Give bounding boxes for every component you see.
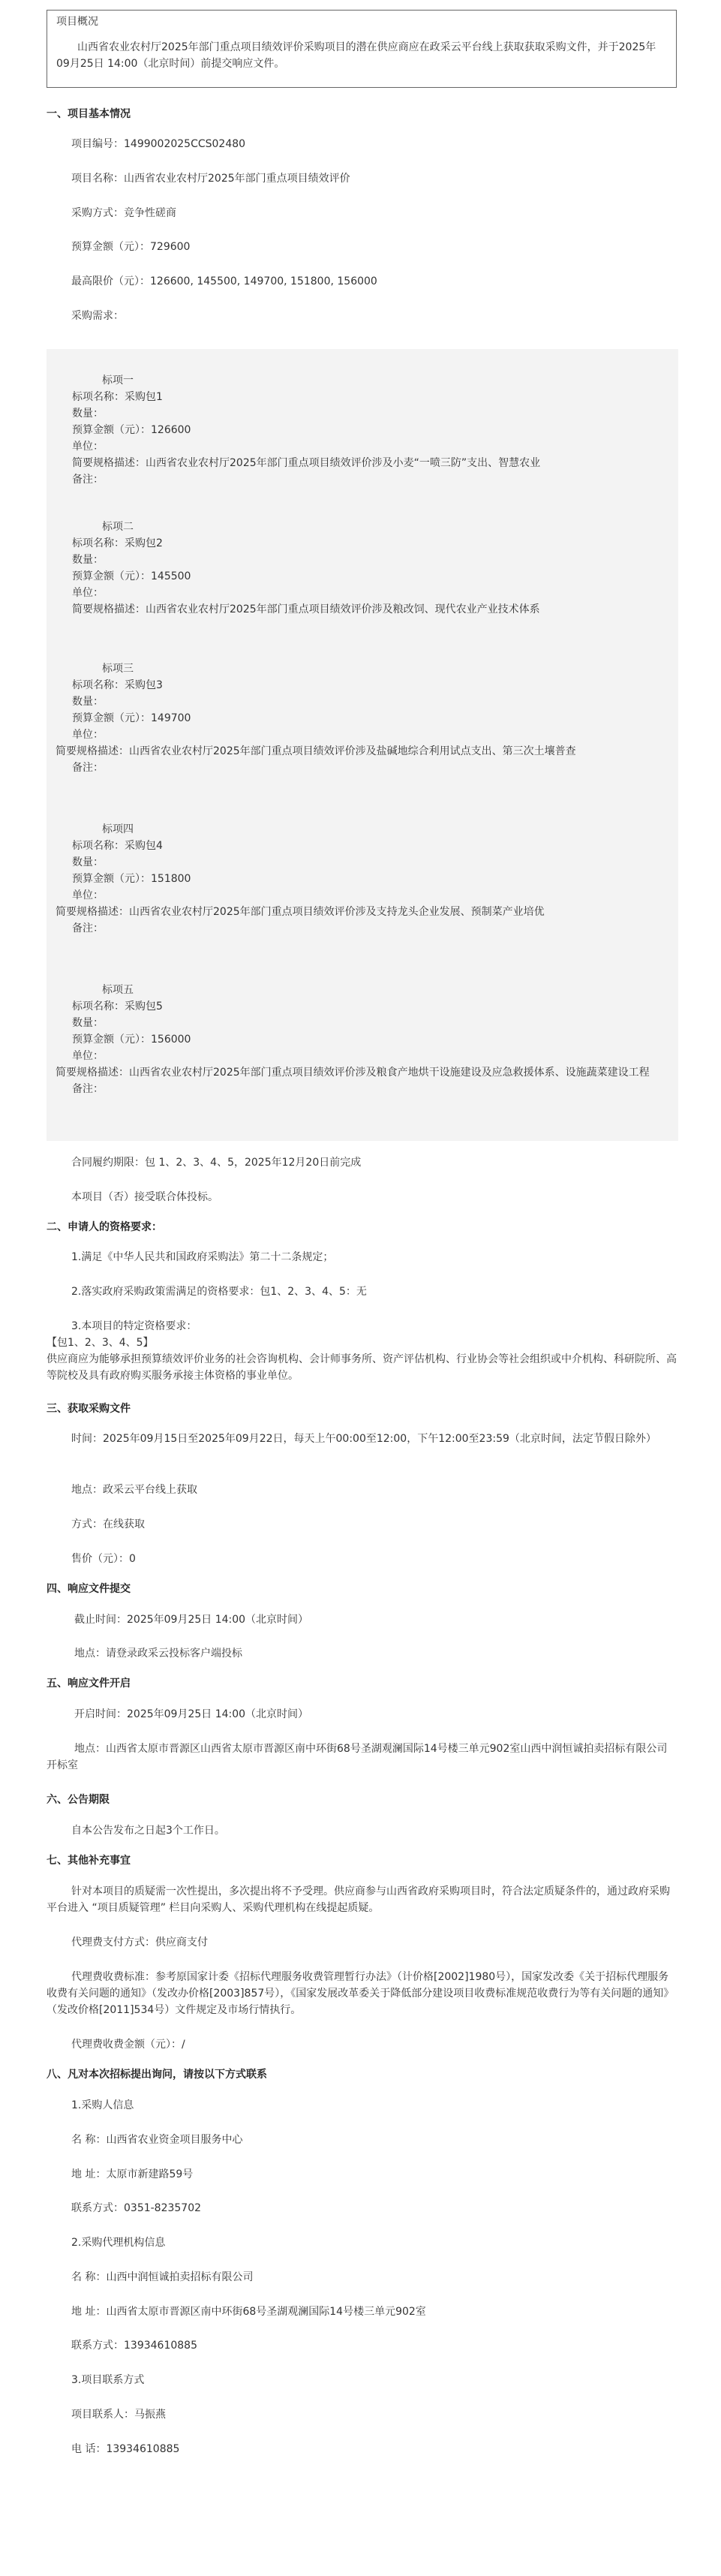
- procurement-method: 采购方式：竞争性磋商: [71, 207, 176, 219]
- lot-remark: 备注：: [72, 474, 104, 486]
- lot-spec: 简要规格描述：山西省农业农村厅2025年部门重点项目绩效评价涉及支持龙头企业发展、预制菜产业培优: [56, 906, 545, 918]
- qualification-3-lots: 【包1、2、3、4、5】: [47, 1337, 154, 1349]
- opening-place: 地点：山西省太原市晋源区山西省太原市晋源区南中环街68号圣湖观澜国际14号楼三单元902室山西中润恒诚拍卖招标有限公司开标室: [47, 1743, 668, 1771]
- lot-item: [56, 821, 721, 937]
- lot-remark: 备注：: [72, 762, 104, 774]
- agency-info-title: 2.采购代理机构信息: [71, 2237, 166, 2249]
- project-contact-title: 3.项目联系方式: [71, 2374, 145, 2386]
- lot-name: 标项名称：采购包3: [72, 679, 163, 691]
- project-number: 项目编号：1499002025CCS02480: [71, 138, 246, 150]
- lot-unit: 单位：: [72, 1050, 104, 1062]
- qualification-3: 3.本项目的特定资格要求：: [71, 1320, 197, 1332]
- qualification-1: 1.满足《中华人民共和国政府采购法》第二十二条规定；: [71, 1251, 334, 1263]
- lot-spec: 简要规格描述：山西省农业农村厅2025年部门重点项目绩效评价涉及小麦“一喷三防”支出、智慧农业: [72, 457, 541, 469]
- lot-spec: 简要规格描述：山西省农业农村厅2025年部门重点项目绩效评价涉及粮改饲、现代农业产业技术体系: [72, 603, 540, 615]
- lot-remark: 备注：: [72, 1083, 104, 1095]
- agency-fee-standard: 代理费收费标准：参考原国家计委《招标代理服务收费管理暂行办法》（计价格[2002]1980号），国家发改委《关于招标代理服务收费有关问题的通知》（发改办价格[2003]857号），《国家发展改革委关于降低部分建设项目收费标准规范收费行为等有关问题的通知》（发改价格[2011]534号）文件规定及市场行情执行。: [47, 1971, 674, 2016]
- qualification-3-text: 供应商应为能够承担预算绩效评价业务的社会咨询机构、会计师事务所、资产评估机构、行业协会等社会组织或中介机构、科研院所、高等院校及具有政府购买服务承接主体资格的事业单位。: [47, 1353, 677, 1382]
- section-5-heading: 五、响应文件开启: [47, 1678, 131, 1690]
- project-contact-phone: 电 话：13934610885: [71, 2443, 180, 2455]
- lot-budget: 预算金额（元）：126600: [72, 424, 191, 436]
- section-3-heading: 三、获取采购文件: [47, 1403, 131, 1415]
- submission-place: 地点：请登录政采云投标客户端投标: [74, 1648, 242, 1660]
- overview-title: 项目概况: [56, 16, 98, 28]
- section-6-heading: 六、公告期限: [47, 1794, 110, 1806]
- submission-deadline: 截止时间：2025年09月25日 14:00（北京时间）: [74, 1614, 309, 1626]
- lot-unit: 单位：: [72, 587, 104, 599]
- lot-title: 标项五: [102, 984, 134, 996]
- max-price: 最高限价（元）：126600, 145500, 149700, 151800, 156000: [71, 275, 377, 287]
- lot-item: [72, 372, 721, 488]
- project-contact-person: 项目联系人：马振燕: [71, 2409, 166, 2421]
- overview-text: 山西省农业农村厅2025年部门重点项目绩效评价采购项目的潜在供应商应在政采云平台线上获取获取采购文件，并于2025年09月25日 14:00（北京时间）前提交响应文件。: [56, 41, 656, 70]
- acquisition-place: 地点：政采云平台线上获取: [71, 1484, 197, 1496]
- budget-amount: 预算金额（元）：729600: [71, 241, 191, 253]
- qualification-2: 2.落实政府采购政策需满足的资格要求：包1、2、3、4、5：无: [71, 1286, 367, 1298]
- announcement-period: 自本公告发布之日起3个工作日。: [71, 1825, 225, 1837]
- agency-address: 地 址：山西省太原市晋源区南中环街68号圣湖观澜国际14号楼三单元902室: [71, 2306, 426, 2318]
- lot-title: 标项三: [102, 663, 134, 675]
- purchaser-info-title: 1.采购人信息: [71, 2099, 134, 2111]
- lot-budget: 预算金额（元）：145500: [72, 570, 191, 582]
- section-1-heading: 一、项目基本情况: [47, 108, 131, 120]
- lot-name: 标项名称：采购包1: [72, 391, 163, 403]
- acquisition-way: 方式：在线获取: [71, 1518, 145, 1530]
- lot-title: 标项一: [102, 375, 134, 387]
- agency-fee-amount: 代理费收费金额（元）：/: [71, 2039, 185, 2051]
- lot-remark: 备注：: [72, 922, 104, 934]
- lot-spec: 简要规格描述：山西省农业农村厅2025年部门重点项目绩效评价涉及粮食产地烘干设施建设及应急救援体系、设施蔬菜建设工程: [56, 1067, 650, 1079]
- lot-qty: 数量：: [72, 696, 104, 708]
- section-8-heading: 八、凡对本次招标提出询问，请按以下方式联系: [47, 2069, 267, 2081]
- complaint-note: 针对本项目的质疑需一次性提出，多次提出将不予受理。供应商参与山西省政府采购项目时，符合法定质疑条件的，通过政府采购平台进入 “项目质疑管理” 栏目向采购人、采购代理机构在线提起质疑。: [47, 1885, 670, 1914]
- lot-unit: 单位：: [72, 729, 104, 741]
- section-4-heading: 四、响应文件提交: [47, 1583, 131, 1595]
- lot-title: 标项二: [102, 521, 134, 533]
- section-2-heading: 二、申请人的资格要求：: [47, 1221, 162, 1233]
- lot-unit: 单位：: [72, 441, 104, 453]
- lot-unit: 单位：: [72, 889, 104, 901]
- project-overview-box: [47, 10, 677, 88]
- procurement-needs-label: 采购需求：: [71, 310, 124, 322]
- agency-fee-payment: 代理费支付方式：供应商支付: [71, 1937, 208, 1949]
- lot-item: [72, 519, 721, 618]
- consortium-note: 本项目（否）接受联合体投标。: [71, 1191, 218, 1203]
- lot-name: 标项名称：采购包5: [72, 1001, 163, 1013]
- purchaser-name: 名 称：山西省农业资金项目服务中心: [71, 2134, 243, 2146]
- lot-item: [56, 982, 721, 1097]
- lot-name: 标项名称：采购包4: [72, 840, 163, 852]
- acquisition-time: 时间：2025年09月15日至2025年09月22日，每天上午00:00至12:00，下午12:00至23:59（北京时间，法定节假日除外）: [71, 1433, 656, 1445]
- lot-budget: 预算金额（元）：156000: [72, 1034, 191, 1046]
- lot-qty: 数量：: [72, 408, 104, 420]
- purchaser-phone: 联系方式：0351-8235702: [71, 2202, 202, 2214]
- lot-name: 标项名称：采购包2: [72, 537, 163, 549]
- contract-period: 合同履约期限：包 1、2、3、4、5，2025年12月20日前完成: [71, 1157, 362, 1169]
- agency-phone: 联系方式：13934610885: [71, 2340, 197, 2352]
- project-name: 项目名称：山西省农业农村厅2025年部门重点项目绩效评价: [71, 173, 350, 185]
- lot-qty: 数量：: [72, 856, 104, 868]
- lot-budget: 预算金额（元）：151800: [72, 873, 191, 885]
- agency-name: 名 称：山西中润恒诚拍卖招标有限公司: [71, 2271, 254, 2283]
- lot-item: [56, 661, 721, 776]
- purchaser-address: 地 址：太原市新建路59号: [71, 2168, 194, 2180]
- section-7-heading: 七、其他补充事宜: [47, 1855, 131, 1867]
- lot-spec: 简要规格描述：山西省农业农村厅2025年部门重点项目绩效评价涉及盐碱地综合利用试点支出、第三次土壤普查: [56, 745, 576, 757]
- lot-title: 标项四: [102, 823, 134, 835]
- lot-budget: 预算金额（元）：149700: [72, 712, 191, 724]
- opening-time: 开启时间：2025年09月25日 14:00（北京时间）: [74, 1708, 309, 1720]
- lot-qty: 数量：: [72, 1017, 104, 1029]
- document-price: 售价（元）：0: [71, 1553, 136, 1565]
- lot-qty: 数量：: [72, 554, 104, 566]
